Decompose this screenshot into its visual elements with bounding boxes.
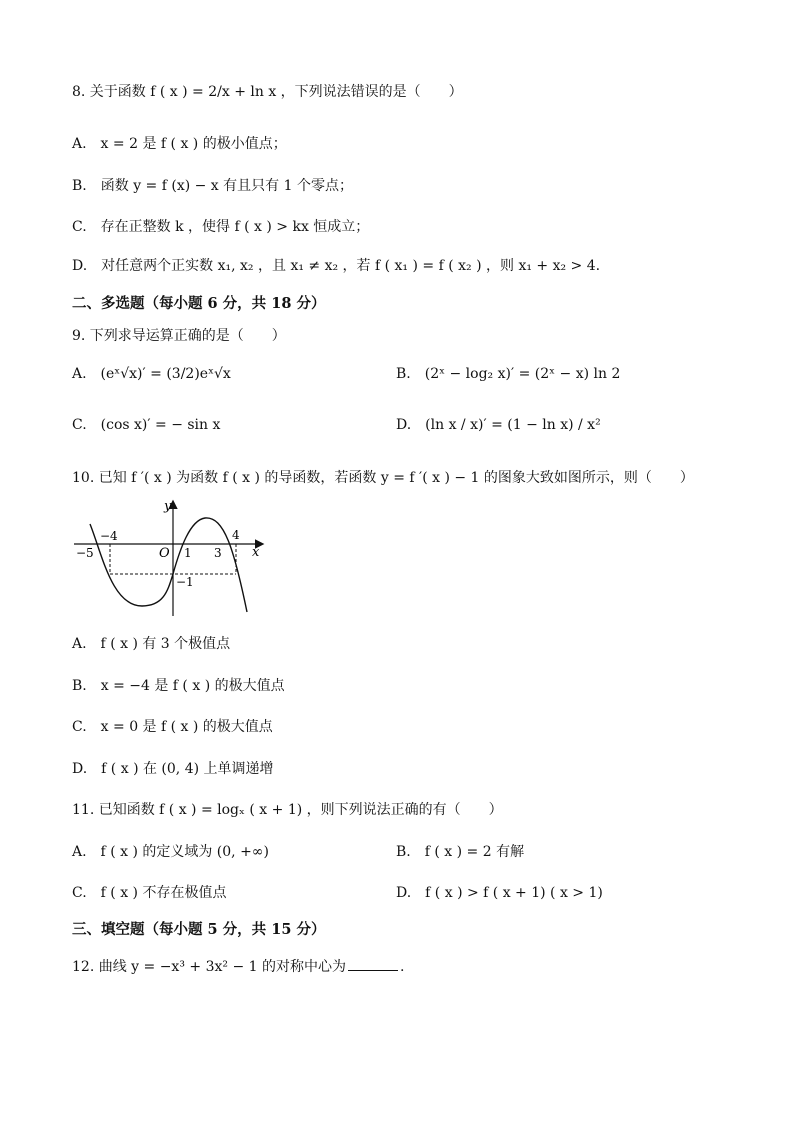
tick-label-minus4: −4 — [100, 529, 118, 543]
q10-option-a: A. f ( x ) 有 3 个极值点 — [72, 636, 231, 652]
tick-label-minus1: −1 — [176, 575, 194, 589]
q11-stem: 11. 已知函数 f ( x ) = logₓ ( x + 1) ，则下列说法正确的有（ ） — [72, 802, 503, 818]
q12-stem-text: 12. 曲线 y = −x³ + 3x² − 1 的对称中心为 — [72, 959, 346, 975]
q8-option-a: A. x = 2 是 f ( x ) 的极小值点； — [72, 136, 287, 152]
q12-stem — [72, 956, 404, 977]
tick-label-1: 1 — [184, 546, 192, 560]
q9-option-d: D. (ln x / x)′ = (1 − ln x) / x² — [396, 417, 601, 433]
tick-label-4: 4 — [232, 528, 240, 542]
q8-stem: 8. 关于函数 f ( x ) = 2/x + ln x ，下列说法错误的是（ ） — [72, 84, 463, 100]
q9-option-c: C. (cos x)′ = − sin x — [72, 417, 221, 433]
tick-label-3: 3 — [214, 546, 222, 560]
q8-option-d: D. 对任意两个正实数 x₁, x₂ ，且 x₁ ≠ x₂ ，若 f ( x₁ ) = f ( x₂ ) ，则 x₁ + x₂ > 4. — [72, 258, 601, 274]
q11-option-d: D. f ( x ) > f ( x + 1) ( x > 1) — [396, 885, 603, 901]
derivative-graph — [72, 494, 272, 618]
origin-label: O — [159, 546, 170, 561]
q11-option-b: B. f ( x ) = 2 有解 — [396, 844, 525, 860]
q12-stem-end: . — [399, 959, 405, 975]
section-fill-in-heading: 三、填空题（每小题 5 分，共 15 分） — [72, 921, 326, 938]
tick-label-minus5: −5 — [76, 546, 94, 560]
y-axis-label: y — [164, 499, 172, 514]
q10-stem: 10. 已知 f ′( x ) 为函数 f ( x ) 的导函数，若函数 y = f ′( x ) − 1 的图象大致如图所示，则（ ） — [72, 470, 694, 486]
q8-option-b: B. 函数 y = f (x) − x 有且只有 1 个零点； — [72, 178, 353, 194]
q11-option-c: C. f ( x ) 不存在极值点 — [72, 885, 227, 901]
section-multiple-choice-heading: 二、多选题（每小题 6 分，共 18 分） — [72, 295, 326, 312]
q9-stem: 9. 下列求导运算正确的是（ ） — [72, 328, 286, 344]
q12-answer-blank[interactable] — [348, 956, 398, 971]
q10-option-d: D. f ( x ) 在 (0, 4) 上单调递增 — [72, 761, 274, 777]
q8-option-c: C. 存在正整数 k ，使得 f ( x ) > kx 恒成立； — [72, 219, 370, 235]
q11-option-a: A. f ( x ) 的定义域为 (0, +∞) — [72, 844, 269, 860]
x-axis-label: x — [252, 545, 260, 560]
q10-option-c: C. x = 0 是 f ( x ) 的极大值点 — [72, 719, 273, 735]
q10-option-b: B. x = −4 是 f ( x ) 的极大值点 — [72, 678, 285, 694]
q9-option-b: B. (2ˣ − log₂ x)′ = (2ˣ − x) ln 2 — [396, 366, 621, 382]
q9-option-a: A. (eˣ√x)′ = (3/2)eˣ√x — [72, 366, 231, 382]
